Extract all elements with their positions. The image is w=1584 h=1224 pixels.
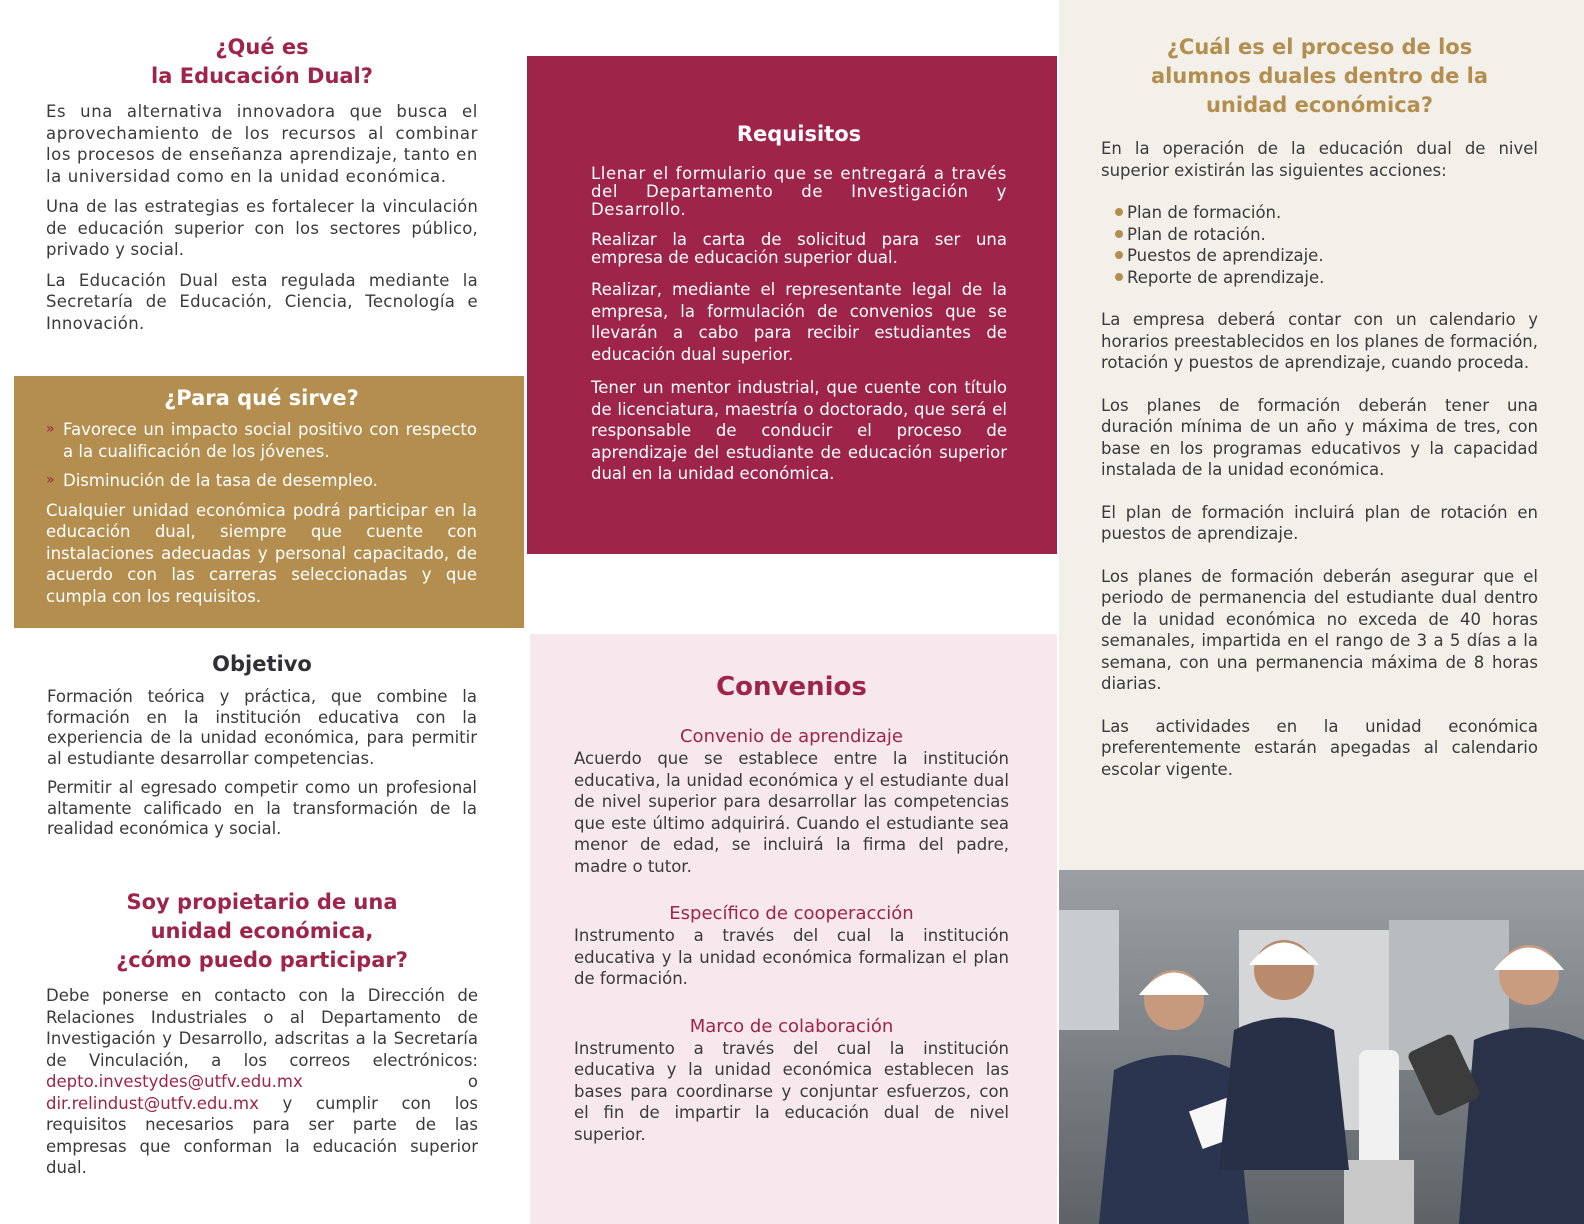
email-link-investigacion[interactable]: depto.investydes@utfv.edu.mx	[46, 1072, 303, 1091]
objetivo-paragraph: Permitir al egresado competir como un profesional altamente calificado en la transformación de la realidad económica y social.	[47, 778, 477, 838]
requisitos-title: Requisitos	[736, 122, 862, 146]
proceso-paragraph: La empresa deberá contar con un calendario y horarios preestablecidos en los planes de formación, rotación y puestos de aprendizaje, cuando proceda.	[1101, 310, 1538, 372]
convenio-text: Instrumento a través del cual la institución educativa y la unidad económica establecen las bases para coordinarse y conjuntar esfuerzos, con el fin de impartir la educación dual de nivel superior.	[574, 1038, 1009, 1144]
propietario-section	[46, 888, 478, 1179]
lab-machine	[1059, 910, 1119, 1030]
para-que-list	[46, 419, 477, 492]
students-lab-photo	[1059, 870, 1584, 1224]
requisito-item: Realizar la carta de solicitud para ser una empresa de educación superior dual.	[591, 230, 1007, 267]
que-es-paragraph: La Educación Dual esta regulada mediante la Secretaría de Educación, Ciencia, Tecnología e Innovación.	[46, 270, 478, 333]
list-item: Reporte de aprendizaje.	[1115, 267, 1538, 289]
requisito-item: Realizar, mediante el representante legal de la empresa, la formulación de convenios que se llevarán a cabo para recibir estudiantes de educación dual superior.	[591, 280, 1007, 364]
robot-arm	[1359, 1050, 1399, 1170]
double-chevron-icon: »	[46, 421, 55, 437]
para-que-section	[14, 376, 524, 628]
students-lab-illustration	[1059, 870, 1584, 1224]
proceso-section	[1059, 0, 1584, 870]
convenio-subtitle: Convenio de aprendizaje	[679, 726, 903, 747]
list-item: Plan de formación.	[1115, 202, 1538, 224]
list-item: » Favorece un impacto social positivo con respecto a la cualificación de los jóvenes.	[46, 420, 477, 461]
requisito-item: Tener un mentor industrial, que cuente con título de licenciatura, maestría o doctorado, que será el responsable de conducir el proceso de aprendizaje del estudiante de educación superior dual en la unidad económica.	[591, 378, 1007, 483]
requisito-item: Llenar el formulario que se entregará a través del Departamento de Investigación y Desarrollo.	[591, 164, 1007, 219]
proceso-list	[1115, 202, 1538, 288]
que-es-paragraph: Es una alternativa innovadora que busca el aprovechamiento de los recursos al combinar los procesos de enseñanza aprendizaje, tanto en la universidad como en la unidad económica.	[46, 102, 478, 186]
robot-base	[1344, 1160, 1414, 1224]
para-que-title: ¿Para qué sirve?	[164, 386, 359, 410]
objetivo-title: Objetivo	[212, 652, 312, 676]
proceso-title: ¿Cuál es el proceso de los alumnos duales dentro de la unidad económica?	[1150, 35, 1489, 117]
email-link-relaciones[interactable]: dir.relindust@utfv.edu.mx	[46, 1093, 259, 1113]
que-es-paragraph: Una de las estrategias es fortalecer la vinculación de educación superior con los sectores público, privado y social.	[46, 197, 478, 259]
proceso-paragraph: El plan de formación incluirá plan de rotación en puestos de aprendizaje.	[1101, 502, 1538, 543]
proceso-paragraph: Los planes de formación deberán asegurar que el periodo de permanencia del estudiante dual dentro de la unidad económica no exceda de 40 horas semanales, impartida en el rango de 3 a 5 días a la semana, con una permanencia máxima de 8 horas diarias.	[1101, 566, 1538, 693]
list-item: Plan de rotación.	[1115, 224, 1538, 246]
requisitos-section	[527, 56, 1057, 554]
propietario-paragraph: Debe ponerse en contacto con la Dirección de Relaciones Industriales o al Departamento de Investigación y Desarrollo, adscritas a la Secretaría de Vinculación, a los correos electrónicos: depto.investydes@utfv.edu.mx o dir.relindust@utfv.edu.mx y cumplir con los requisitos necesarios para ser parte de las empresas que conforman la educación superior dual.	[46, 986, 478, 1177]
student-body	[1219, 1018, 1349, 1171]
objetivo-paragraph: Formación teórica y práctica, que combine la formación en la institución educativa con la experiencia de la unidad económica, para permitir al estudiante desarrollar competencias.	[47, 687, 477, 768]
para-que-paragraph: Cualquier unidad económica podrá participar en la educación dual, siempre que cuente con instalaciones adecuadas y personal capacitado, de acuerdo con las carreras seleccionadas y que cumpla con los requisitos.	[46, 500, 477, 606]
convenio-subtitle: Específico de cooperacción	[669, 903, 914, 924]
proceso-intro: En la operación de la educación dual de nivel superior existirán las siguientes acciones:	[1101, 139, 1538, 180]
student-body	[1459, 1028, 1584, 1224]
propietario-title: Soy propietario de una unidad económica, ¿cómo puedo participar?	[116, 890, 408, 972]
proceso-paragraph: Los planes de formación deberán tener una duración mínima de un año y máxima de tres, con base en los programas educativos y la capacidad instalada de la unidad económica.	[1101, 395, 1538, 479]
double-chevron-icon: »	[46, 472, 55, 488]
convenios-title: Convenios	[716, 672, 867, 702]
que-es-title: ¿Qué es la Educación Dual?	[151, 35, 373, 88]
que-es-section	[46, 33, 478, 343]
objetivo-section	[47, 650, 477, 849]
convenio-text: Acuerdo que se establece entre la institución educativa, la unidad económica y el estudiante dual de nivel superior para desarrollar las competencias que este último adquirirá. Cuando el estudiante sea menor de edad, se incluirá la firma del padre, madre o tutor.	[574, 749, 1009, 876]
convenios-section	[530, 634, 1057, 1224]
list-item: Puestos de aprendizaje.	[1115, 245, 1538, 267]
proceso-paragraph: Las actividades en la unidad económica preferentemente estarán apegadas al calendario escolar vigente.	[1101, 716, 1538, 779]
convenio-subtitle: Marco de colaboración	[689, 1015, 894, 1037]
convenio-text: Instrumento a través del cual la institución educativa y la unidad económica formalizan el plan de formación.	[574, 926, 1009, 988]
list-item: » Disminución de la tasa de desempleo.	[46, 471, 378, 490]
